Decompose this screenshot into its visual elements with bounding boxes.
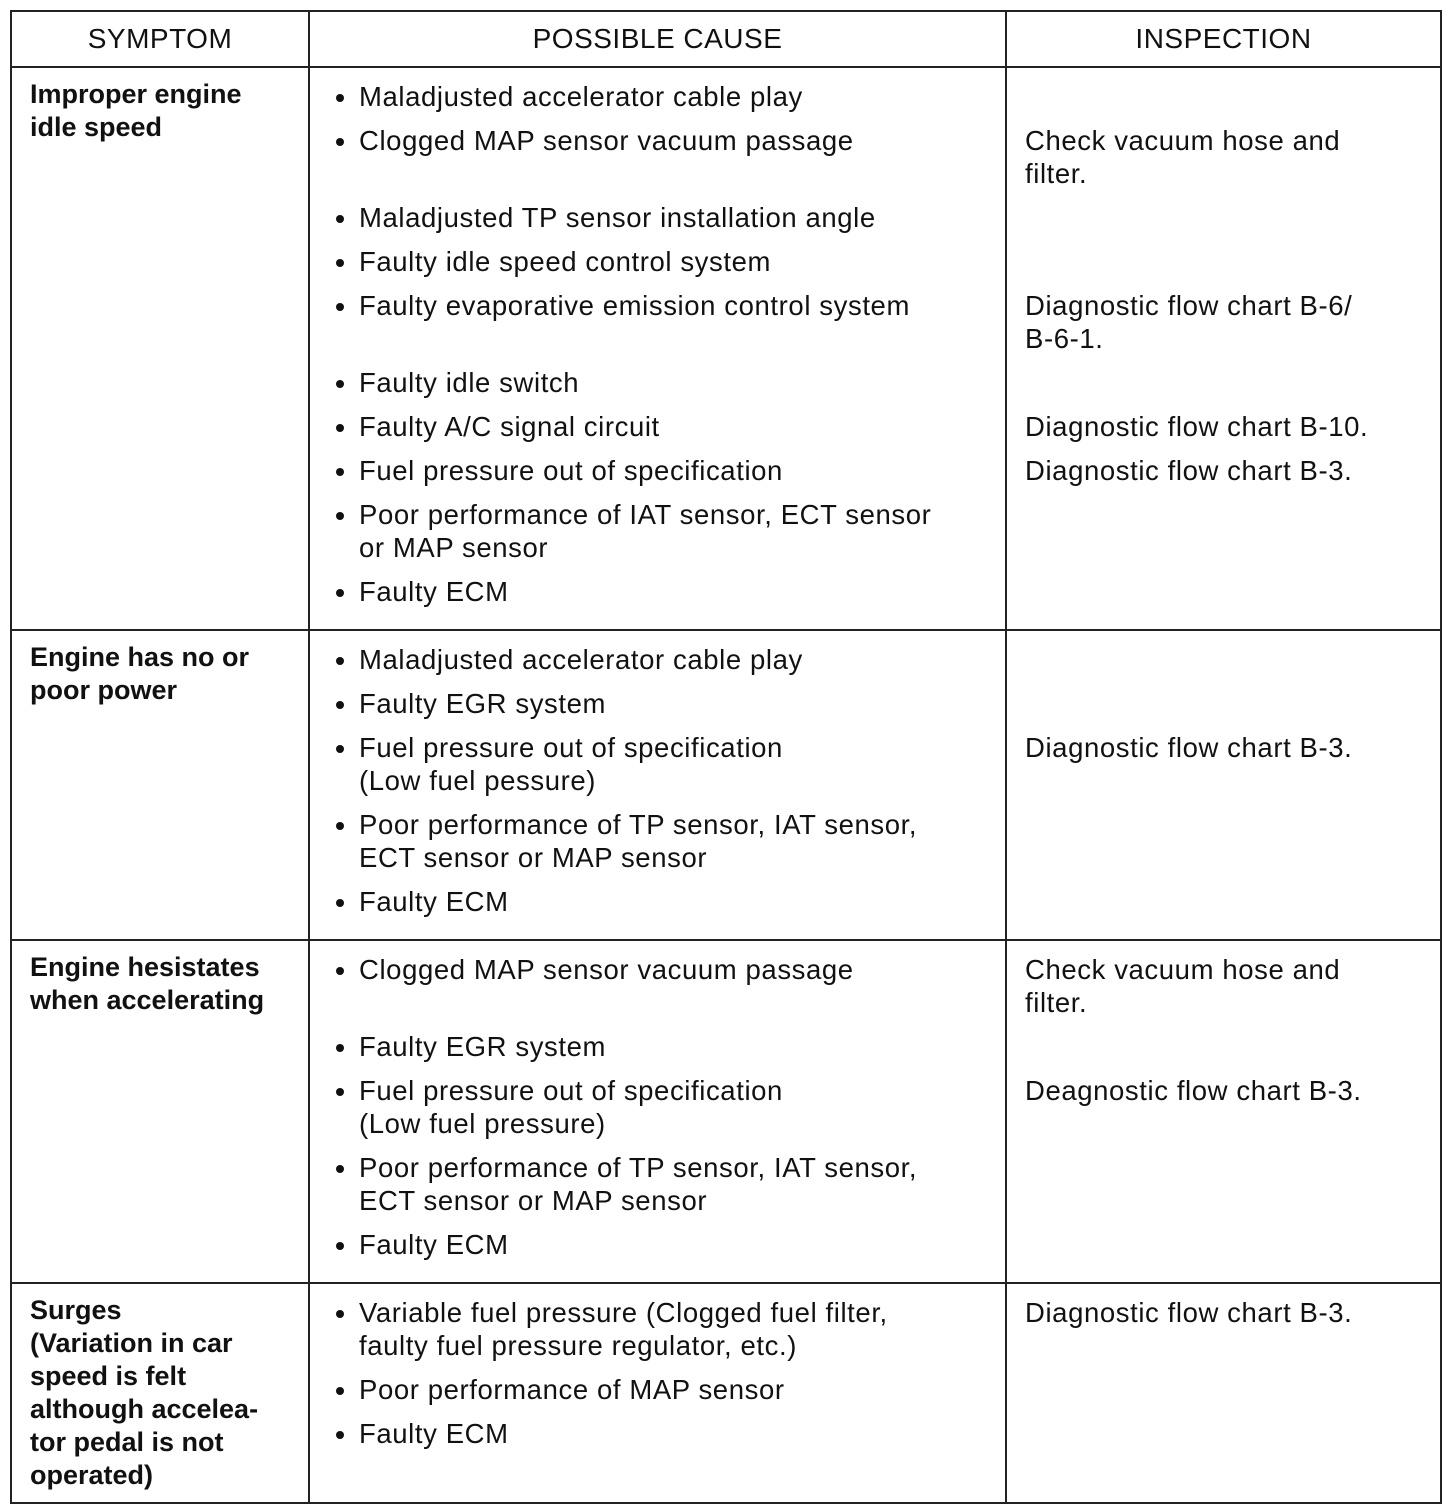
inspection-item bbox=[1025, 687, 1430, 720]
bullet-icon bbox=[336, 303, 344, 311]
bullet-icon bbox=[336, 1387, 344, 1395]
list-item: Faulty ECM bbox=[330, 575, 999, 608]
bullet-icon bbox=[336, 138, 344, 146]
list-item: Faulty evaporative emission control system bbox=[330, 289, 999, 355]
list-item: Fuel pressure out of specification (Low fuel pessure) bbox=[330, 731, 999, 797]
symptom-text: Engine has no or poor power bbox=[30, 642, 250, 705]
list-item: Poor performance of IAT sensor, ECT sensor or MAP sensor bbox=[330, 498, 999, 564]
bullet-icon bbox=[336, 1431, 344, 1439]
bullet-icon bbox=[336, 1242, 344, 1250]
inspection-item bbox=[1025, 201, 1430, 234]
list-item: Faulty idle speed control system bbox=[330, 245, 999, 278]
list-item: Clogged MAP sensor vacuum passage bbox=[330, 124, 999, 190]
inspection-cell bbox=[1006, 1283, 1441, 1503]
list-item: Faulty ECM bbox=[330, 1228, 999, 1261]
bullet-icon bbox=[336, 822, 344, 830]
symptom-cell bbox=[11, 940, 309, 1283]
list-item: Fuel pressure out of specification bbox=[330, 454, 999, 487]
bullet-icon bbox=[336, 512, 344, 520]
bullet-icon bbox=[336, 468, 344, 476]
bullet-icon bbox=[336, 259, 344, 267]
bullet-icon bbox=[336, 967, 344, 975]
header-inspection: INSPECTION bbox=[1006, 11, 1441, 67]
inspection-item bbox=[1025, 643, 1430, 676]
list-item: Variable fuel pressure (Clogged fuel filter, faulty fuel pressure regulator, etc.) bbox=[330, 1296, 999, 1362]
list-item: Poor performance of TP sensor, IAT sensor, ECT sensor or MAP sensor bbox=[330, 1151, 999, 1217]
inspection-cell bbox=[1006, 630, 1441, 940]
inspection-item bbox=[1025, 80, 1430, 113]
inspection-item: Check vacuum hose and filter. bbox=[1025, 954, 1341, 1018]
list-item: Clogged MAP sensor vacuum passage bbox=[330, 953, 999, 1019]
bullet-icon bbox=[336, 1165, 344, 1173]
symptom-text: Improper engine idle speed bbox=[30, 79, 242, 142]
inspection-item: Diagnostic flow chart B-3. bbox=[1025, 732, 1353, 763]
list-item: Faulty ECM bbox=[330, 1417, 999, 1450]
inspection-cell bbox=[1006, 940, 1441, 1283]
bullet-icon bbox=[336, 1310, 344, 1318]
bullet-icon bbox=[336, 380, 344, 388]
bullet-icon bbox=[336, 215, 344, 223]
inspection-item bbox=[1025, 366, 1430, 399]
list-item: Faulty A/C signal circuit bbox=[330, 410, 999, 443]
cause-cell bbox=[309, 67, 1006, 630]
bullet-icon bbox=[336, 1044, 344, 1052]
inspection-item: Diagnostic flow chart B-3. bbox=[1025, 1297, 1353, 1328]
inspection-item: Diagnostic flow chart B-10. bbox=[1025, 411, 1369, 442]
list-item: Faulty ECM bbox=[330, 885, 999, 918]
symptom-text: Surges (Variation in car speed is felt although accelea- tor pedal is not operated) bbox=[30, 1295, 259, 1490]
inspection-item: Deagnostic flow chart B-3. bbox=[1025, 1075, 1362, 1106]
list-item: Maladjusted TP sensor installation angle bbox=[330, 201, 999, 234]
table-row bbox=[11, 1283, 1441, 1503]
cause-cell bbox=[309, 940, 1006, 1283]
bullet-icon bbox=[336, 1088, 344, 1096]
list-item: Maladjusted accelerator cable play bbox=[330, 80, 999, 113]
symptom-text: Engine hesistates when accelerating bbox=[30, 952, 265, 1015]
inspection-item: Diagnostic flow chart B-6/ B-6-1. bbox=[1025, 290, 1353, 354]
bullet-icon bbox=[336, 589, 344, 597]
header-possible-cause: POSSIBLE CAUSE bbox=[309, 11, 1006, 67]
bullet-icon bbox=[336, 94, 344, 102]
bullet-icon bbox=[336, 745, 344, 753]
inspection-item: Check vacuum hose and filter. bbox=[1025, 125, 1341, 189]
inspection-cell bbox=[1006, 67, 1441, 630]
symptom-cell bbox=[11, 630, 309, 940]
list-item: Poor performance of TP sensor, IAT sensor, ECT sensor or MAP sensor bbox=[330, 808, 999, 874]
cause-cell bbox=[309, 630, 1006, 940]
list-item: Fuel pressure out of specification (Low fuel pressure) bbox=[330, 1074, 999, 1140]
list-item: Poor performance of MAP sensor bbox=[330, 1373, 999, 1406]
inspection-item bbox=[1025, 245, 1430, 278]
symptom-cell bbox=[11, 67, 309, 630]
bullet-icon bbox=[336, 424, 344, 432]
list-item: Maladjusted accelerator cable play bbox=[330, 643, 999, 676]
table-row bbox=[11, 67, 1441, 630]
list-item: Faulty idle switch bbox=[330, 366, 999, 399]
inspection-item: Diagnostic flow chart B-3. bbox=[1025, 455, 1353, 486]
header-symptom: SYMPTOM bbox=[11, 11, 309, 67]
inspection-item bbox=[1025, 1030, 1430, 1063]
list-item: Faulty EGR system bbox=[330, 687, 999, 720]
table-row bbox=[11, 630, 1441, 940]
bullet-icon bbox=[336, 701, 344, 709]
cause-cell bbox=[309, 1283, 1006, 1503]
troubleshooting-table bbox=[10, 10, 1442, 1504]
header-row bbox=[11, 11, 1441, 67]
bullet-icon bbox=[336, 899, 344, 907]
table-row bbox=[11, 940, 1441, 1283]
symptom-cell bbox=[11, 1283, 309, 1503]
list-item: Faulty EGR system bbox=[330, 1030, 999, 1063]
bullet-icon bbox=[336, 657, 344, 665]
